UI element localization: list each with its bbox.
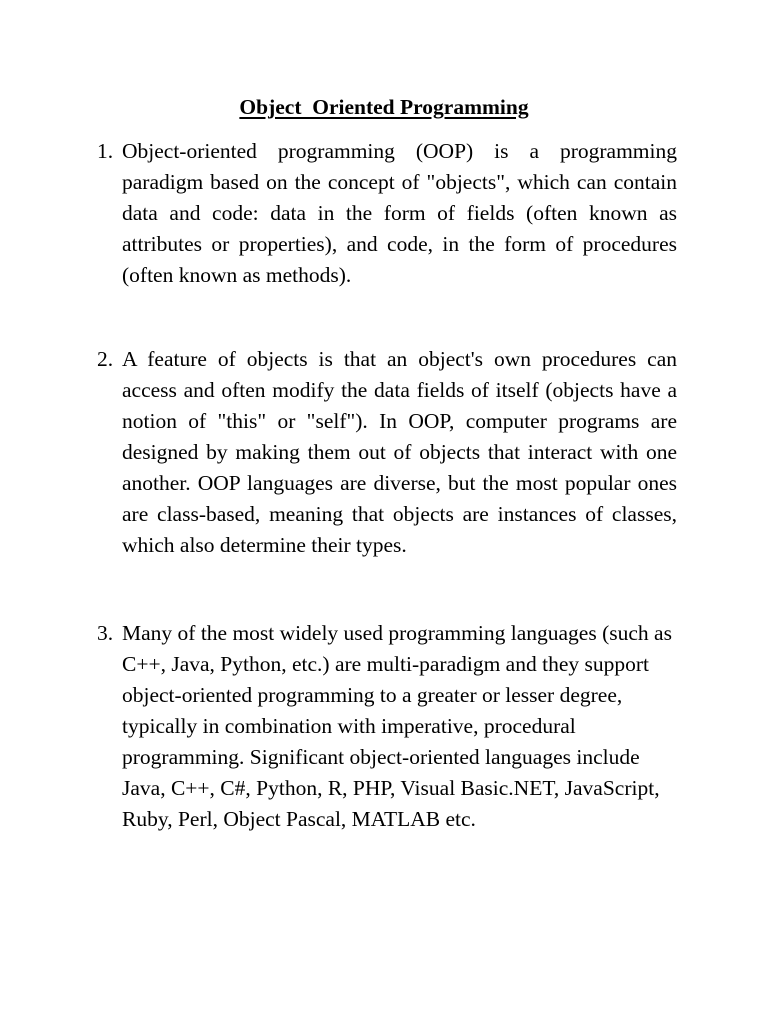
list-item-text: A feature of objects is that an object's own procedures can access and often modify the data fields of itself (objects have a notion of "this" or "self"). In OOP, computer programs are designed by making them out of objects that interact with one another. OOP languages are diverse, but the most popular ones are class-based, meaning that objects are instances of classes, which also determine their types. bbox=[122, 347, 677, 557]
list-item-number: 1. bbox=[97, 139, 114, 163]
list-item bbox=[97, 136, 677, 291]
list-item-number: 3. bbox=[97, 621, 114, 645]
list-item bbox=[97, 618, 677, 835]
list-item-text: Object-oriented programming (OOP) is a programming paradigm based on the concept of "objects", which can contain data and code: data in the form of fields (often known as attributes or properties), and code, in the form of procedures (often known as methods). bbox=[122, 139, 677, 287]
list-item-text: Many of the most widely used programming languages (such as C++, Java, Python, etc.) are multi-paradigm and they support object-oriented programming to a greater or lesser degree, typically in combination with imperative, procedural programming. Significant object-oriented languages include Java, C++, C#, Python, R, PHP, Visual Basic.NET, JavaScript, Ruby, Perl, Object Pascal, MATLAB etc. bbox=[122, 621, 672, 831]
document-title: Object Oriented Programming bbox=[239, 95, 529, 119]
list-item-number: 2. bbox=[97, 347, 114, 371]
list-item bbox=[97, 344, 677, 561]
